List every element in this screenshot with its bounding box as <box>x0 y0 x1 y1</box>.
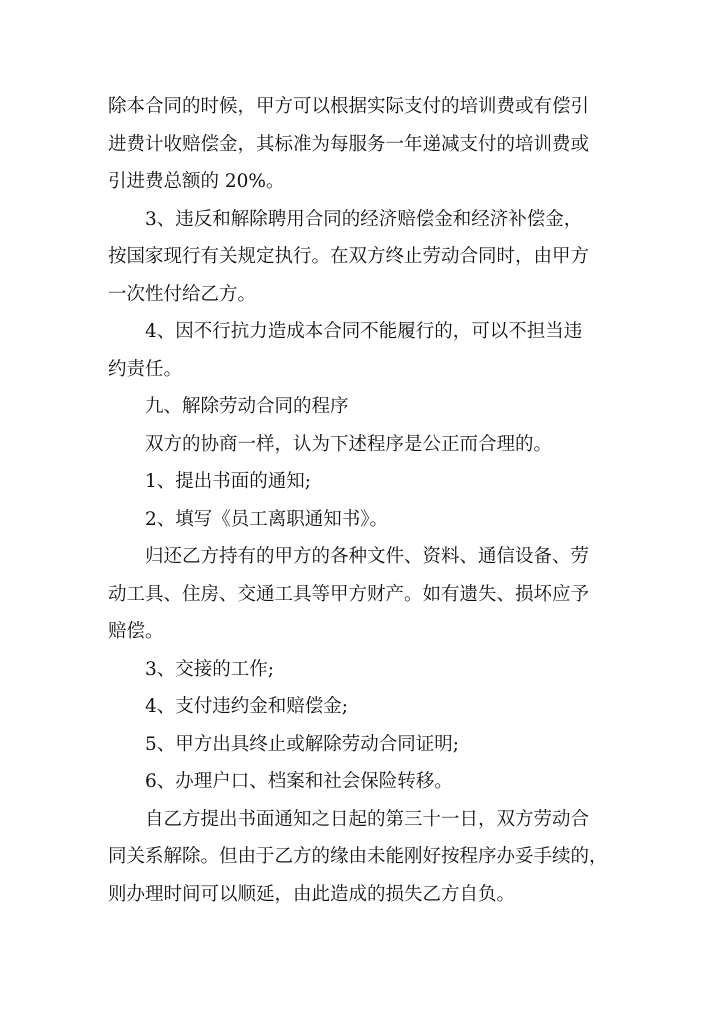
text-line: 4、因不行抗力造成本合同不能履行的，可以不担当违 <box>145 321 583 342</box>
text-line: 九、解除劳动合同的程序 <box>145 396 349 417</box>
list-item <box>108 651 614 689</box>
section-heading <box>108 388 614 426</box>
paragraph <box>108 801 614 914</box>
list-item <box>108 501 614 539</box>
text-line: 赔偿。 <box>108 621 164 642</box>
text-line: 3、违反和解除聘用合同的经济赔偿金和经济补偿金， <box>145 208 583 230</box>
text-line: 按国家现行有关规定执行。在双方终止劳动合同时，由甲方 <box>108 246 590 267</box>
paragraph <box>108 538 614 651</box>
paragraph <box>108 201 614 314</box>
text-line: 则办理时间可以顺延，由此造成的损失乙方自负。 <box>108 883 516 905</box>
text-line: 双方的协商一样，认为下述程序是公正而合理的。 <box>145 433 553 455</box>
text-line: 自乙方提出书面通知之日起的第三十一日，双方劳动合 <box>145 808 590 830</box>
text-line: 4、支付违约金和赔偿金; <box>145 696 349 717</box>
paragraph <box>108 88 614 201</box>
text-line: 同关系解除。但由于乙方的缘由未能刚好按程序办妥手续的， <box>108 846 608 867</box>
list-item <box>108 726 614 764</box>
text-line: 5、甲方出具终止或解除劳动合同证明; <box>145 733 460 755</box>
text-line: 归还乙方持有的甲方的各种文件、资料、通信设备、劳 <box>145 546 590 567</box>
list-item <box>108 763 614 801</box>
text-line: 一次性付给乙方。 <box>108 283 257 305</box>
paragraph <box>108 426 614 464</box>
text-line: 2、填写《员工离职通知书》。 <box>145 508 389 530</box>
text-line: 引进费总额的 20%。 <box>108 171 285 192</box>
text-line: 约责任。 <box>108 358 183 380</box>
text-line: 除本合同的时候，甲方可以根据实际支付的培训费或有偿引 <box>108 96 590 117</box>
text-line: 6、办理户口、档案和社会保险转移。 <box>145 771 453 792</box>
text-line: 动工具、住房、交通工具等甲方财产。如有遗失、损坏应予 <box>108 583 590 605</box>
list-item <box>108 463 614 501</box>
text-line: 进费计收赔偿金，其标准为每服务一年递减支付的培训费或 <box>108 133 590 155</box>
paragraph <box>108 313 614 388</box>
list-item <box>108 688 614 726</box>
text-line: 1、提出书面的通知; <box>145 471 312 492</box>
document-body <box>108 88 614 913</box>
text-line: 3、交接的工作; <box>145 658 275 680</box>
